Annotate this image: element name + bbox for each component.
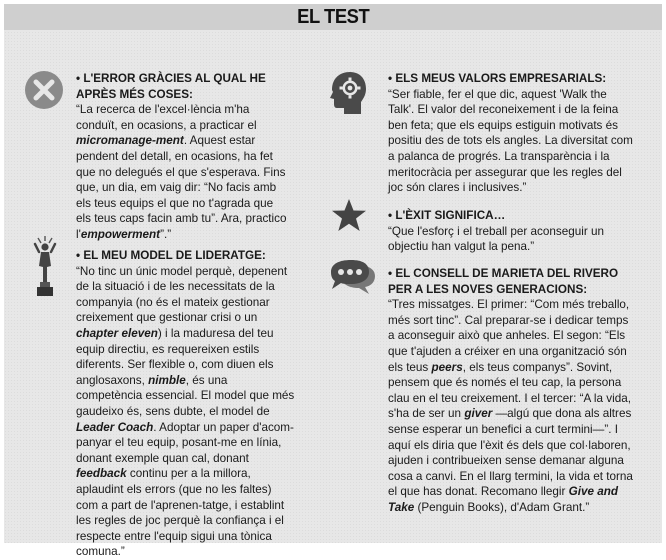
section-body — [76, 264, 296, 560]
section-heading: • L'ÈXIT SIGNIFICA… — [388, 209, 506, 222]
emphasis-text: nimble — [148, 373, 186, 387]
section-advice — [388, 266, 638, 516]
body-text: ”.” — [160, 227, 172, 241]
test-panel — [4, 4, 662, 559]
section-heading: • EL MEU MODEL DE LIDERATGE: — [76, 249, 266, 262]
trophy-person-icon — [32, 236, 58, 298]
section-leadership — [76, 248, 296, 560]
section-body — [388, 87, 634, 196]
body-text: , és una competència essencial. El model que més gaudeixo és, sens dubte, el model de — [76, 373, 295, 418]
section-heading: • ELS MEUS VALORS EMPRESARIALS: — [388, 72, 607, 85]
x-circle-icon — [24, 70, 64, 110]
page-title: EL TEST — [296, 5, 370, 28]
body-text: “La recerca de l'excel·lència m'ha conduït, en ocasions, a practicar el — [76, 103, 257, 132]
body-text: , els teus companys”. Sovint, pensem que és només el teu cap, la persona clau en el teu creixement. I el tercer: “A la vida, s'ha de ser un — [388, 360, 631, 421]
section-body — [388, 224, 634, 255]
star-icon — [331, 198, 367, 232]
body-text: “Tres missatges. El primer: “Com més treballo, més sort tinc”. Cal preparar-se i dedicar temps a aconseguir això que anheles. El segon: “Els que t'ajuden a créixer en una organització són els teus — [388, 298, 630, 374]
emphasis-text: micromanage-ment — [76, 134, 184, 148]
body-text: “No tinc un únic model perquè, depenent de la situació i de les necessitats de la companyia (no és el mateix gestionar creixement que gestionar crisi o un — [76, 264, 288, 325]
emphasis-text: empowerment — [80, 227, 161, 241]
section-success — [388, 208, 634, 255]
emphasis-text: Give and Take — [388, 485, 618, 514]
body-text: ) i la maduresa del teu equip directiu, es requereixen estils diferents. Ser flexible o, com diuen els anglosaxons, — [76, 326, 274, 387]
section-values — [388, 71, 634, 196]
body-text: “Que l'esforç i el treball per aconseguir un objectiu han valgut la pena.” — [388, 224, 604, 254]
body-text: . Aquest estar pendent del detall, en ocasions, ha fet que no delegués el que s'esperava. Fins que, un dia, em vaig dir: “No facis amb els teus equips el que no t'agrada que els teus caps facin amb tu”. Ara, practico l' — [76, 134, 287, 241]
section-body — [76, 102, 288, 242]
emphasis-text: giver — [464, 407, 493, 421]
section-error — [76, 71, 288, 243]
body-text: . Adoptar un paper d'acom-panyar el teu equip, posant-me en línia, donant exemple quan cal, donant — [76, 420, 294, 465]
emphasis-text: chapter eleven — [76, 326, 158, 340]
emphasis-text: peers — [431, 360, 463, 374]
body-text: continu per a la millora, aplaudint els errors (que no les faltes) com a part de l'aprenen-tatge, i establint les regles de joc perquè la confiança i el respecte entre l'equip sigui una tònica comuna.” — [76, 467, 285, 559]
emphasis-text: feedback — [76, 467, 127, 481]
speech-bubbles-icon — [327, 258, 379, 298]
section-body — [388, 297, 638, 515]
section-header — [4, 4, 662, 30]
body-text: “Ser fiable, fer el que dic, aquest 'Walk the Talk'. El valor del reconeixement i de la feina ben feta; que els equips estiguin motivats és positiu des de tots els angles. La diversitat com a palanca de progrés. La transparència i la meritocràcia per assegurar que les regles del joc són clares i inclusives.” — [388, 87, 633, 195]
body-text: (Penguin Books), d'Adam Grant.” — [414, 500, 590, 514]
body-text: —algú que dona als altres sense esperar un benefici a curt termini—”. I aquí els diria que l'èxit és dels que col·laboren, ajuden i contribueixen sense demanar alguna cosa a canvi. En el llarg termini, la vida et torna el que has donat. Recomano llegir — [388, 407, 633, 499]
head-gear-icon — [326, 70, 368, 116]
section-heading: • EL CONSELL DE MARIETA DEL RIVERO PER A LES NOVES GENERACIONS: — [388, 267, 619, 296]
emphasis-text: Leader Coach — [76, 420, 154, 434]
section-heading: • L'ERROR GRÀCIES AL QUAL HE APRÈS MÉS COSES: — [76, 72, 266, 101]
